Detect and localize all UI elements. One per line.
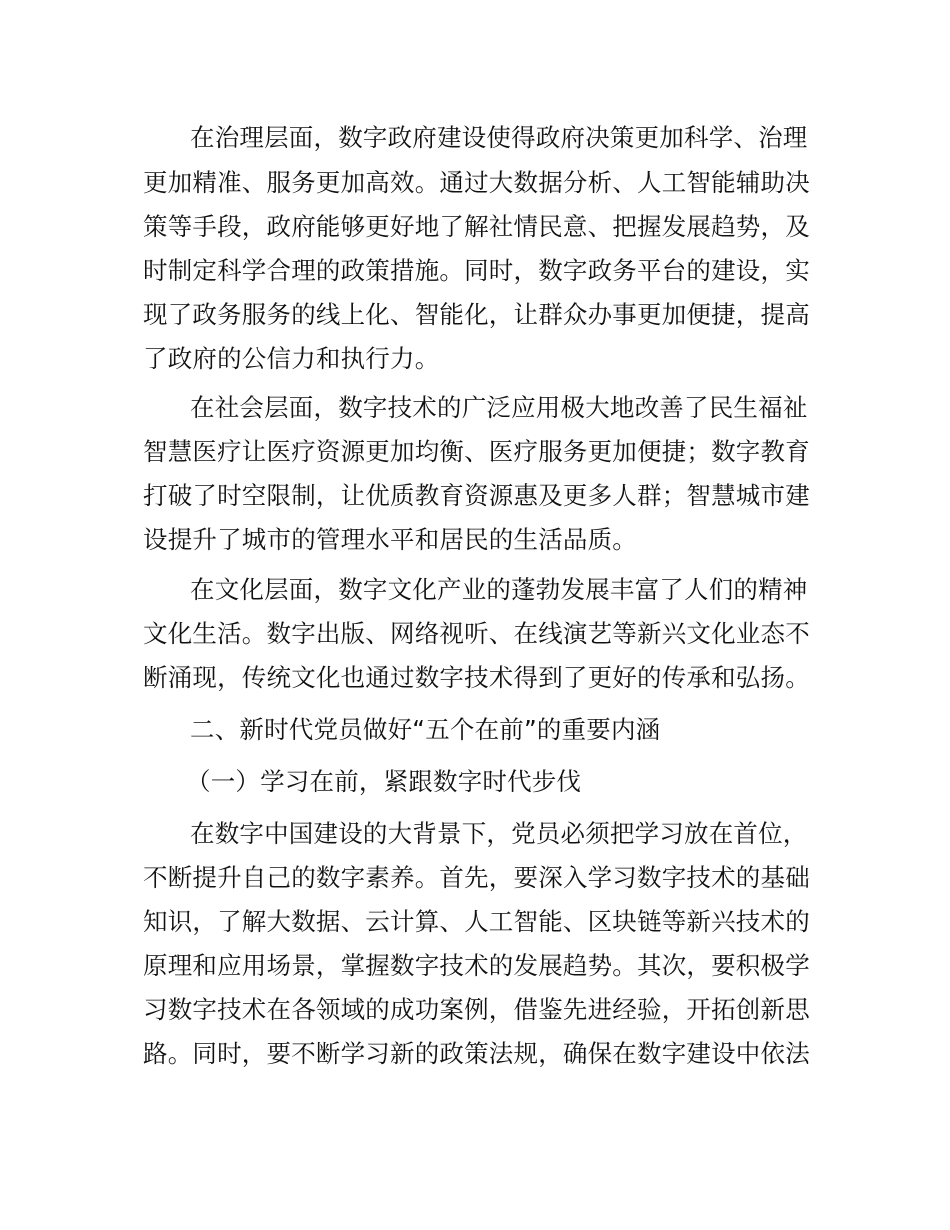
text-line: 文化生活。数字出版、网络视听、在线演艺等新兴文化业态不	[143, 619, 810, 648]
text-line: 在治理层面，数字政府建设使得政府决策更加科学、治理	[190, 123, 808, 152]
text-line: 断涌现，传统文化也通过数字技术得到了更好的传承和弘扬。	[143, 663, 810, 692]
text-line: 设提升了城市的管理水平和居民的生活品质。	[143, 525, 637, 554]
text-line: 时制定科学合理的政策措施。同时，数字政务平台的建设，实	[143, 256, 810, 285]
text-line: 打破了时空限制，让优质教育资源惠及更多人群；智慧城市建	[143, 481, 810, 510]
text-line: 知识，了解大数据、云计算、人工智能、区块链等新兴技术的	[143, 907, 810, 936]
section-heading: 二、新时代党员做好“五个在前”的重要内涵	[190, 715, 661, 744]
text-line: 在社会层面，数字技术的广泛应用极大地改善了民生福祉	[190, 393, 808, 422]
text-line: 在文化层面，数字文化产业的蓬勃发展丰富了人们的精神	[190, 575, 808, 604]
text-line: 不断提升自己的数字素养。首先，要深入学习数字技术的基础	[143, 863, 810, 892]
text-line: 了政府的公信力和执行力。	[143, 344, 440, 373]
text-line: 策等手段，政府能够更好地了解社情民意、把握发展趋势，及	[143, 212, 810, 241]
text-line: 智慧医疗让医疗资源更加均衡、医疗服务更加便捷；数字教育	[143, 437, 810, 466]
text-line: 更加精准、服务更加高效。通过大数据分析、人工智能辅助决	[143, 168, 810, 197]
text-line: 现了政务服务的线上化、智能化，让群众办事更加便捷，提高	[143, 300, 810, 329]
subsection-heading: （一）学习在前，紧跟数字时代步伐	[186, 767, 582, 796]
text-line: 原理和应用场景，掌握数字技术的发展趋势。其次，要积极学	[143, 951, 810, 980]
text-line: 习数字技术在各领域的成功案例，借鉴先进经验，开拓创新思	[143, 995, 810, 1024]
text-line: 路。同时，要不断学习新的政策法规，确保在数字建设中依法	[143, 1039, 810, 1068]
text-line: 在数字中国建设的大背景下，党员必须把学习放在首位，	[190, 819, 808, 848]
